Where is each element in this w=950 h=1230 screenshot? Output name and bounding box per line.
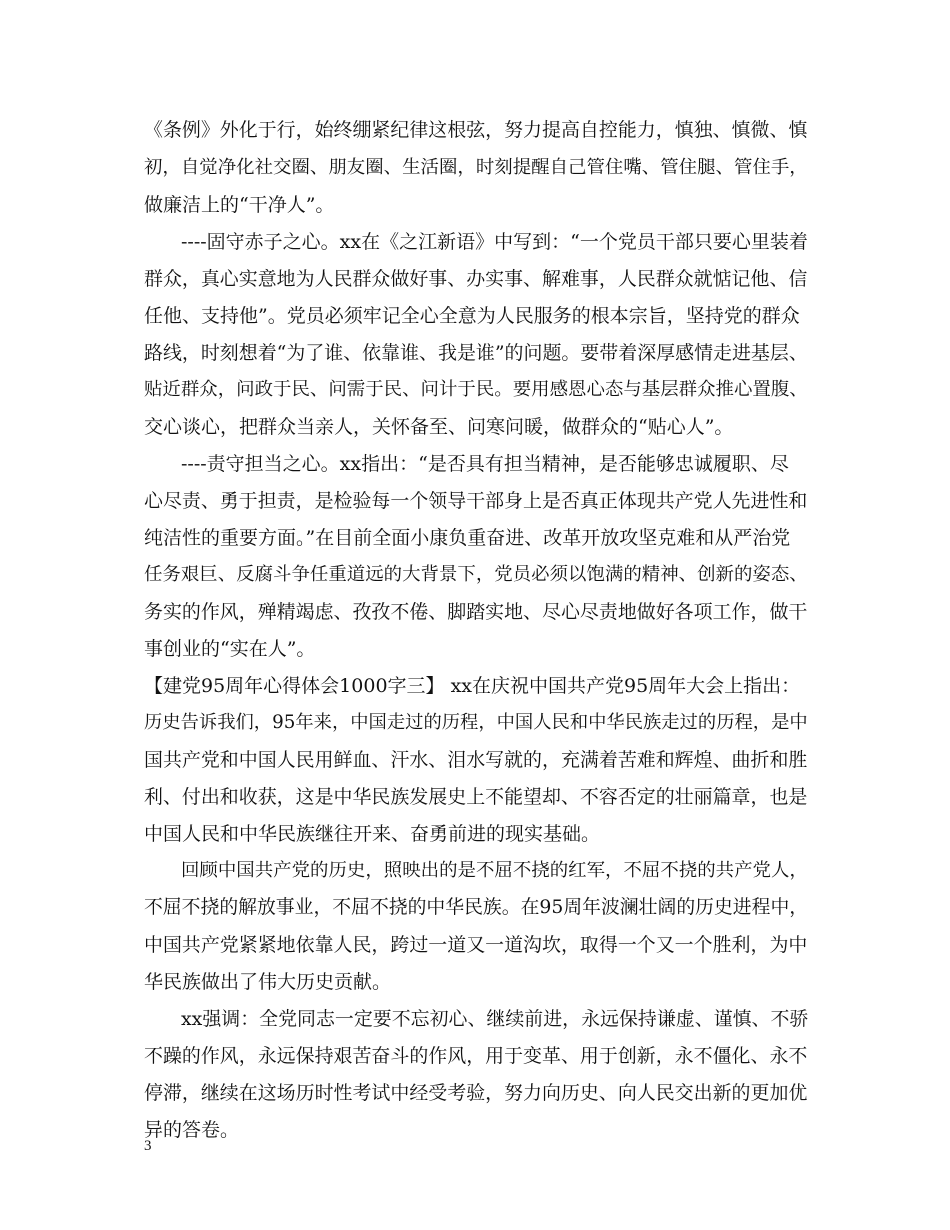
- text-line: 做廉洁上的“干净人”。: [144, 194, 335, 216]
- text-line: 纯洁性的重要方面。”在目前全面小康负重奋进、改革开放攻坚克难和从严治党: [144, 527, 791, 549]
- text-line: 路线，时刻想着“为了谁、依靠谁、我是谁”的问题。要带着深厚感情走进基层、: [144, 342, 808, 364]
- text-line: 利、付出和收获，这是中华民族发展史上不能望却、不容否定的壮丽篇章，也是: [144, 786, 808, 808]
- text-line: 群众，真心实意地为人民群众做好事、办实事、解难事，人民群众就惦记他、信: [144, 268, 808, 290]
- text-line: 回顾中国共产党的历史，照映出的是不屈不挠的红军，不屈不挠的共产党人，: [181, 860, 808, 881]
- text-line: 历史告诉我们，95年来，中国走过的历程，中国人民和中华民族走过的历程，是中: [144, 712, 808, 733]
- text-line: ----固守赤子之心。xx在《之江新语》中写到：“一个党员干部只要心里装着: [181, 231, 808, 253]
- text-line: 务实的作风，殚精竭虑、孜孜不倦、脚踏实地、尽心尽责地做好各项工作，做干: [144, 601, 808, 623]
- page-number: 3: [144, 1138, 152, 1154]
- text-line: 异的答卷。: [144, 1119, 240, 1141]
- text-line: 交心谈心，把群众当亲人，关怀备至、问寒问暖，做群众的“贴心人”。: [144, 416, 734, 438]
- text-line: 事创业的“实在人”。: [144, 638, 316, 660]
- text-line: 中国人民和中华民族继往开来、奋勇前进的现实基础。: [144, 823, 601, 845]
- text-line: 贴近群众，问政于民、问需于民、问计于民。要用感恩心态与基层群众推心置腹、: [144, 379, 808, 400]
- text-line: 心尽责、勇于担责，是检验每一个领导干部身上是否真正体现共产党人先进性和: [144, 490, 808, 512]
- text-line: 不屈不挠的解放事业，不屈不挠的中华民族。在95周年波澜壮阔的历史进程中，: [144, 897, 809, 918]
- text-line: 任务艰巨、反腐斗争任重道远的大背景下，党员必须以饱满的精神、创新的姿态、: [144, 564, 808, 585]
- text-line: 华民族做出了伟大历史贡献。: [144, 971, 392, 993]
- text-line: 初，自觉净化社交圈、朋友圈、生活圈，时刻提醒自己管住嘴、管住腿、管住手，: [144, 157, 808, 178]
- text-line: 中国共产党紧紧地依靠人民，跨过一道又一道沟坎，取得一个又一个胜利，为中: [144, 934, 808, 956]
- text-line: 不躁的作风，永远保持艰苦奋斗的作风，用于变革、用于创新，永不僵化、永不: [144, 1045, 808, 1067]
- text-line: 任他、支持他”。党员必须牢记全心全意为人民服务的根本宗旨，坚持党的群众: [144, 305, 800, 327]
- text-line: 停滞，继续在这场历时性考试中经受考验，努力向历史、向人民交出新的更加优: [144, 1082, 808, 1104]
- text-line: ----责守担当之心。xx指出：“是否具有担当精神，是否能够忠诚履职、尽: [181, 453, 789, 475]
- section-heading-line: 【建党95周年心得体会1000字三】 xx在庆祝中国共产党95周年大会上指出：: [144, 675, 801, 697]
- text-line: xx强调：全党同志一定要不忘初心、继续前进，永远保持谦虚、谨慎、不骄: [181, 1008, 809, 1030]
- text-line: 国共产党和中国人民用鲜血、汗水、泪水写就的，充满着苦难和辉煌、曲折和胜: [144, 749, 808, 771]
- text-line: 《条例》外化于行，始终绷紧纪律这根弦，努力提高自控能力，慎独、慎微、慎: [144, 119, 808, 141]
